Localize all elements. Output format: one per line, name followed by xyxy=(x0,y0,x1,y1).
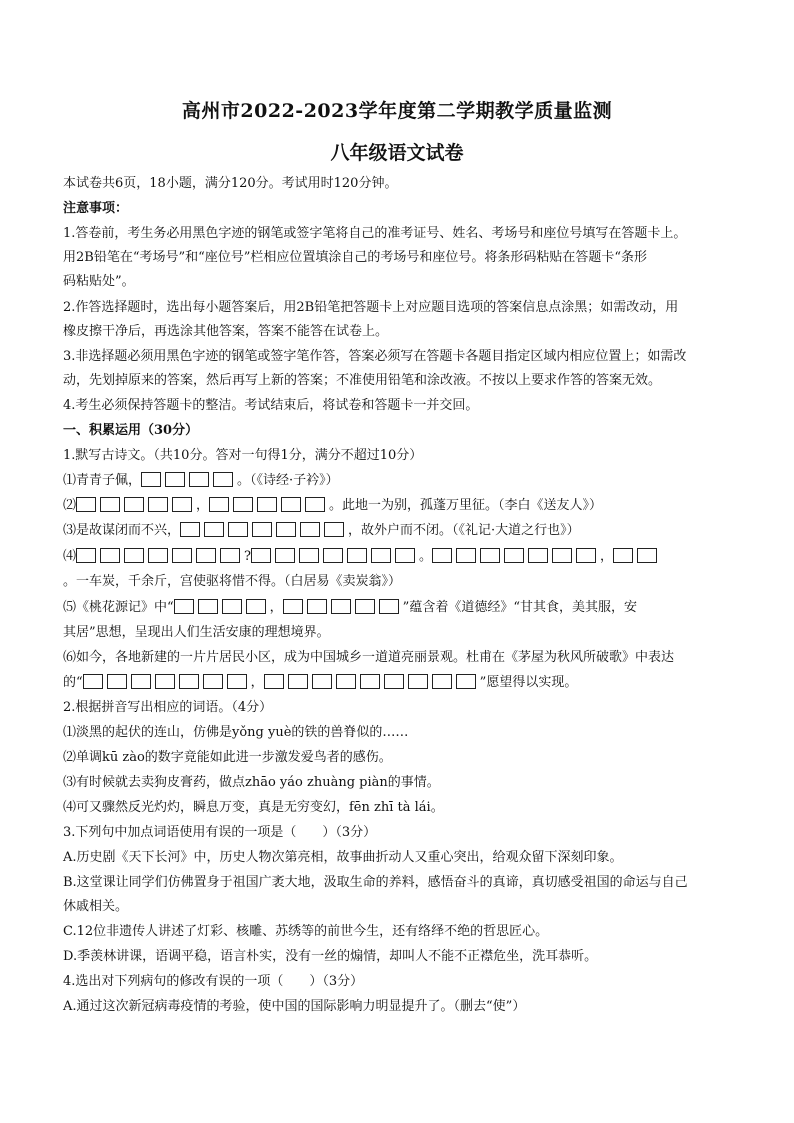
q1-line-5: ⑸《桃花源记》中“ ， ”蕴含着《道德经》“甘其食，美其服，安 xyxy=(63,600,637,615)
answer-box[interactable] xyxy=(148,497,168,512)
answer-box[interactable] xyxy=(220,548,240,563)
q1-line-4: ⑷ ? 。 ， xyxy=(63,547,661,567)
q1-line-6-cont: 的“ ， ”愿望得以实现。 xyxy=(63,675,578,690)
answer-box[interactable] xyxy=(336,674,356,689)
answer-box[interactable] xyxy=(379,599,399,614)
answer-box[interactable] xyxy=(432,548,452,563)
answer-box[interactable] xyxy=(203,674,223,689)
answer-box[interactable] xyxy=(196,548,216,563)
answer-box[interactable] xyxy=(288,674,308,689)
exam-title: 高州市2022-2023学年度第二学期教学质量监测 xyxy=(181,100,613,122)
exam-subtitle: 八年级语文试卷 xyxy=(330,142,464,164)
answer-box[interactable] xyxy=(371,548,391,563)
answer-box[interactable] xyxy=(172,548,192,563)
answer-box[interactable] xyxy=(76,548,96,563)
answer-box[interactable] xyxy=(307,599,327,614)
answer-box[interactable] xyxy=(323,548,343,563)
question-1-stem: 1.默写古诗文。（共10分。答对一句得1分，满分不超过10分） xyxy=(63,448,423,463)
answer-box[interactable] xyxy=(76,497,96,512)
answer-box[interactable] xyxy=(281,497,301,512)
answer-box[interactable] xyxy=(165,472,185,487)
answer-box[interactable] xyxy=(257,497,277,512)
answer-box[interactable] xyxy=(100,497,120,512)
notice-line: 4.考生必须保持答题卡的整洁。考试结束后，将试卷和答题卡一并交回。 xyxy=(63,398,479,413)
exam-intro: 本试卷共6页，18小题，满分120分。考试用时120分钟。 xyxy=(63,176,398,191)
answer-box[interactable] xyxy=(246,599,266,614)
answer-box[interactable] xyxy=(179,674,199,689)
answer-box[interactable] xyxy=(276,522,296,537)
q2-item: ⑴淡黑的起伏的连山，仿佛是yǒng yuè的铁的兽脊似的…… xyxy=(63,725,409,740)
answer-box[interactable] xyxy=(222,599,242,614)
answer-box[interactable] xyxy=(213,472,233,487)
q2-item: ⑵单调kū zào的数字竟能如此进一步激发爱鸟者的感伤。 xyxy=(63,750,392,765)
question-2-stem: 2.根据拼音写出相应的词语。（4分） xyxy=(63,700,273,715)
notice-heading: 注意事项： xyxy=(63,201,129,216)
answer-box[interactable] xyxy=(174,599,194,614)
q3-option-b-cont: 休戚相关。 xyxy=(63,899,129,914)
q1-line-4-cont: 。一车炭，千余斤，宫使驱将惜不得。（白居易《卖炭翁》） xyxy=(63,574,402,589)
answer-box[interactable] xyxy=(275,548,295,563)
answer-box[interactable] xyxy=(83,674,103,689)
answer-box[interactable] xyxy=(204,522,224,537)
answer-box[interactable] xyxy=(107,674,127,689)
answer-box[interactable] xyxy=(395,548,415,563)
question-3-stem: 3.下列句中加点词语使用有误的一项是（ ）（3分） xyxy=(63,825,377,840)
answer-box[interactable] xyxy=(456,548,476,563)
answer-box[interactable] xyxy=(124,497,144,512)
q1-line-1: ⑴青青子佩， 。（《诗经·子衿》） xyxy=(63,473,339,488)
q1-line-5-cont: 其居”思想，呈现出人们生活安康的理想境界。 xyxy=(63,625,330,640)
q1-line-6: ⑹如今，各地新建的一片片居民小区，成为中国城乡一道道亮丽景观。杜甫在《茅屋为秋风所破歌》中表达 xyxy=(63,650,675,665)
section-heading: 一、积累运用（30分） xyxy=(63,423,199,438)
answer-box[interactable] xyxy=(408,674,428,689)
answer-box[interactable] xyxy=(131,674,151,689)
q1-line-3: ⑶是故谋闭而不兴， ，故外户而不闭。（《礼记·大道之行也》） xyxy=(63,523,580,538)
answer-box[interactable] xyxy=(172,497,192,512)
answer-box[interactable] xyxy=(141,472,161,487)
q3-option-b: B.这堂课让同学们仿佛置身于祖国广袤大地，汲取生命的养料，感悟奋斗的真谛，真切感受祖国的命运与自己 xyxy=(63,875,688,890)
q3-option-a: A.历史剧《天下长河》中，历史人物次第亮相，故事曲折动人又重心突出，给观众留下深刻印象。 xyxy=(63,850,623,865)
notice-line: 橡皮擦干净后，再选涂其他答案，答案不能答在试卷上。 xyxy=(63,324,389,339)
answer-box[interactable] xyxy=(299,548,319,563)
q4-option-a: A.通过这次新冠病毒疫情的考验，使中国的国际影响力明显提升了。（删去“使”） xyxy=(63,999,526,1014)
answer-box[interactable] xyxy=(456,674,476,689)
answer-box[interactable] xyxy=(312,674,332,689)
answer-box[interactable] xyxy=(228,522,248,537)
answer-box[interactable] xyxy=(360,674,380,689)
answer-box[interactable] xyxy=(637,548,657,563)
answer-box[interactable] xyxy=(209,497,229,512)
answer-box[interactable] xyxy=(264,674,284,689)
answer-box[interactable] xyxy=(305,497,325,512)
answer-box[interactable] xyxy=(180,522,200,537)
answer-box[interactable] xyxy=(324,522,344,537)
notice-line: 2.作答选择题时，选出每小题答案后，用2B铅笔把答题卡上对应题目选项的答案信息点涂黑；如需改动，用 xyxy=(63,300,679,315)
answer-box[interactable] xyxy=(124,548,144,563)
answer-box[interactable] xyxy=(252,522,272,537)
answer-box[interactable] xyxy=(300,522,320,537)
q2-item: ⑶有时候就去卖狗皮膏药，做点zhāo yáo zhuàng piàn的事情。 xyxy=(63,775,440,790)
answer-box[interactable] xyxy=(504,548,524,563)
answer-box[interactable] xyxy=(347,548,367,563)
notice-line: 3.非选择题必须用黑色字迹的钢笔或签字笔作答，答案必须写在答题卡各题目指定区域内相应位置上；如需改 xyxy=(63,349,687,364)
q1-line-2: ⑵ ， 。此地一为别，孤蓬万里征。（李白《送友人》） xyxy=(63,498,603,513)
notice-line: 码粘贴处”。 xyxy=(63,274,135,289)
answer-box[interactable] xyxy=(155,674,175,689)
question-4-stem: 4.选出对下列病句的修改有误的一项（ ）（3分） xyxy=(63,974,364,989)
q3-option-c: C.12位非遗传人讲述了灯彩、核雕、苏绣等的前世今生，还有络绎不绝的哲思匠心。 xyxy=(63,924,549,939)
answer-box[interactable] xyxy=(198,599,218,614)
answer-box[interactable] xyxy=(148,548,168,563)
answer-box[interactable] xyxy=(233,497,253,512)
answer-box[interactable] xyxy=(432,674,452,689)
answer-box[interactable] xyxy=(613,548,633,563)
notice-line: 动，先划掉原来的答案，然后再写上新的答案；不准使用铅笔和涂改液。不按以上要求作答的答案无效。 xyxy=(63,373,662,388)
answer-box[interactable] xyxy=(100,548,120,563)
q3-option-d: D.季羡林讲课，语调平稳，语言朴实，没有一丝的煽情，却叫人不能不正襟危坐，洗耳恭听。 xyxy=(63,949,598,964)
notice-line: 1.答卷前，考生务必用黑色字迹的钢笔或签字笔将自己的准考证号、姓名、考场号和座位号填写在答题卡上。 xyxy=(63,226,687,241)
answer-box[interactable] xyxy=(384,674,404,689)
answer-box[interactable] xyxy=(552,548,572,563)
answer-box[interactable] xyxy=(528,548,548,563)
notice-line: 用2B铅笔在“考场号”和“座位号”栏相应位置填涂自己的考场号和座位号。将条形码粘贴在答题卡“条形 xyxy=(63,250,648,265)
answer-box[interactable] xyxy=(189,472,209,487)
q2-item: ⑷可又骤然反光灼灼，瞬息万变，真是无穷变幻，fēn zhī tà lái。 xyxy=(63,800,444,815)
answer-box[interactable] xyxy=(251,548,271,563)
answer-box[interactable] xyxy=(227,674,247,689)
answer-box[interactable] xyxy=(355,599,375,614)
answer-box[interactable] xyxy=(283,599,303,614)
answer-box[interactable] xyxy=(576,548,596,563)
answer-box[interactable] xyxy=(480,548,500,563)
answer-box[interactable] xyxy=(331,599,351,614)
